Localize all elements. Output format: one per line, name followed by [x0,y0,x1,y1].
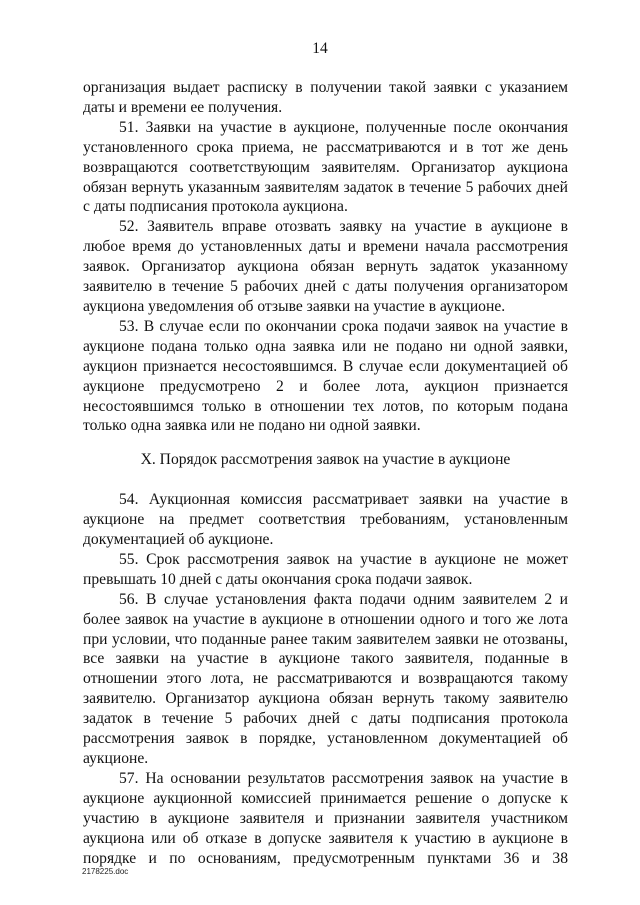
document-body [83,78,568,868]
paragraph-52: 52. Заявитель вправе отозвать заявку на участие в аукционе в любое время до установленных даты и времени начала рассмотрения заявок. Организатор аукциона обязан вернуть задаток указанному заявителю в течение 5 рабочих дней с даты получения организатором аукциона уведомления об отзыве заявки на участие в аукционе. [83,218,568,315]
paragraph-continuation: организация выдает расписку в получении такой заявки с указанием даты и времени ее получения. [83,79,568,116]
document-filename: 2178225.doc [82,867,129,876]
paragraph-55: 55. Срок рассмотрения заявок на участие в аукционе не может превышать 10 дней с даты окончания срока подачи заявок. [83,550,568,588]
paragraph-53: 53. В случае если по окончании срока подачи заявок на участие в аукционе подана только одна заявка или не подано ни одной заявки, аукцион признается несостоявшимся. В случае если документацией об аукционе предусмотрено 2 и более лота, аукцион признается несостоявшимся только в отношении тех лотов, по которым подана только одна заявка или не подано ни одной заявки. [83,317,568,435]
paragraph-51: 51. Заявки на участие в аукционе, полученные после окончания установленного срока приема, не рассматриваются и в тот же день возвращаются соответствующим заявителям. Организатор аукциона обязан вернуть указанным заявителям задаток в течение 5 рабочих дней с даты подписания протокола аукциона. [83,118,568,216]
paragraph-57: 57. На основании результатов рассмотрения заявок на участие в аукционе аукционной комиссией принимается решение о допуске к участию в аукционе заявителя и признании заявителя участником аукциона или об отказе в допуске заявителя к участию в аукционе в порядке и по основаниям, предусмотренным пунктами 36 и 38 [83,769,568,867]
page-number: 14 [312,40,328,57]
section-heading: X. Порядок рассмотрения заявок на участие в аукционе [140,451,511,469]
paragraph-56: 56. В случае установления факта подачи одним заявителем 2 и более заявок на участие в аукционе в отношении одного и того же лота при условии, что поданные ранее таким заявителем заявки не отозваны, все заявки на участие в аукционе такого заявителя, поданные в отношении этого лота, не рассматриваются и возвращаются такому заявителю. Организатор аукциона обязан вернуть такому заявителю задаток в течение 5 рабочих дней с даты подписания протокола рассмотрения заявок в порядке, установленном документацией об аукционе. [83,590,568,767]
paragraph-54: 54. Аукционная комиссия рассматривает заявки на участие в аукционе на предмет соответствия требованиям, установленным документацией об аукционе. [83,491,568,549]
